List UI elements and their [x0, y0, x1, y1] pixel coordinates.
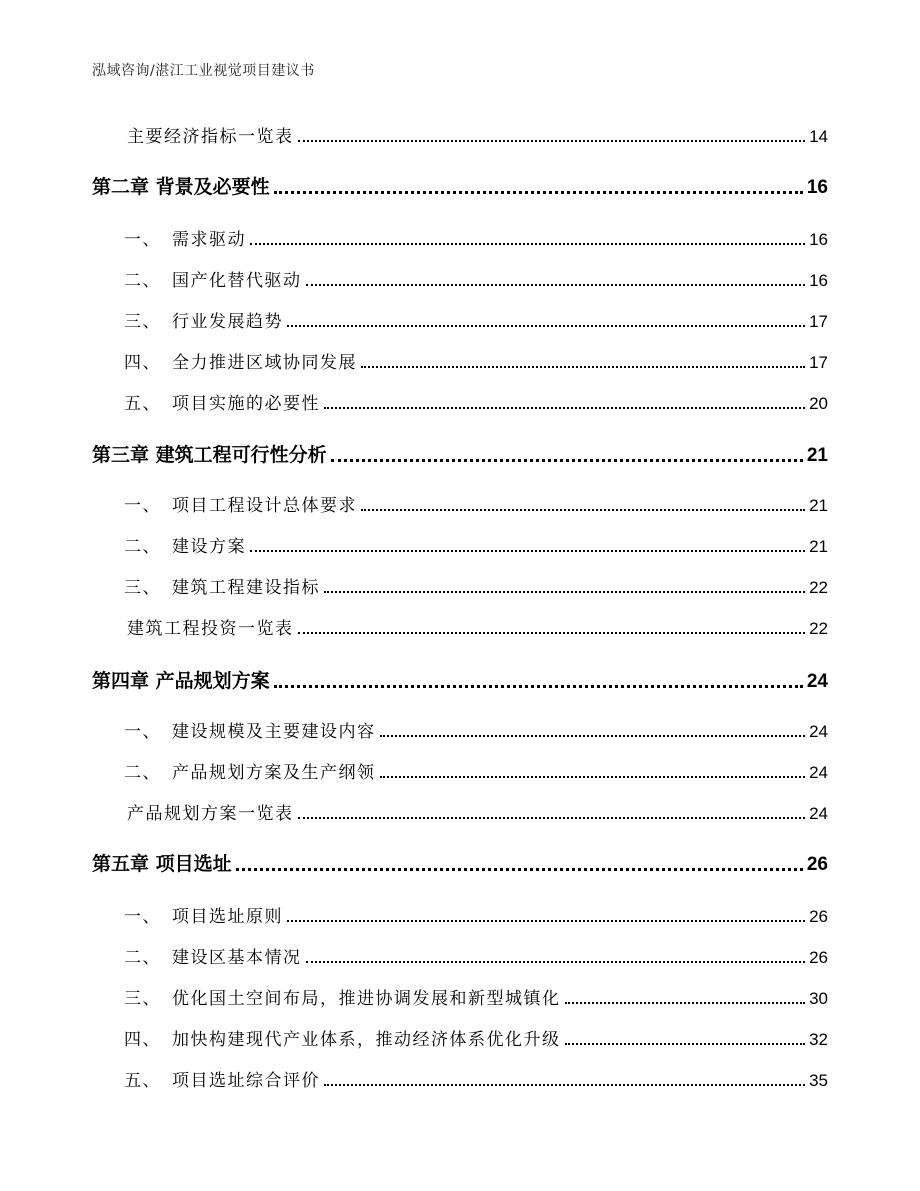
toc-leader-dots: [298, 140, 806, 142]
toc-section-number: 一、: [124, 496, 161, 516]
toc-leader-dots: [298, 632, 806, 634]
toc-section-number: 一、: [124, 722, 161, 742]
toc-page-number: 24: [809, 763, 828, 782]
toc-entry-label: 建设区基本情况: [172, 948, 302, 968]
toc-entry-label: 行业发展趋势: [172, 312, 283, 332]
toc-entry-section[interactable]: [124, 532, 828, 557]
toc-leader-dots: [565, 1043, 806, 1045]
toc-entry-chapter[interactable]: [92, 172, 828, 199]
toc-page-number: 16: [806, 177, 828, 198]
toc-entry-table[interactable]: [127, 614, 828, 639]
toc-section-number: 二、: [124, 763, 161, 783]
toc-entry-label: 全力推进区域协同发展: [172, 353, 357, 373]
toc-leader-dots: [380, 735, 806, 737]
toc-entry-label: 加快构建现代产业体系，推动经济体系优化升级: [172, 1030, 561, 1050]
toc-leader-dots: [287, 325, 805, 327]
toc-leader-dots: [324, 1084, 805, 1086]
toc-section-number: 二、: [124, 948, 161, 968]
toc-leader-dots: [361, 366, 805, 368]
toc-page-number: 26: [809, 907, 828, 926]
toc-leader-dots: [361, 509, 805, 511]
toc-section-number: 五、: [124, 1071, 161, 1091]
document-header: 泓域咨询/湛江工业视觉项目建议书: [92, 63, 315, 79]
toc-entry-section[interactable]: [124, 984, 828, 1009]
toc-entry-section[interactable]: [124, 902, 828, 927]
toc-entry-chapter[interactable]: [92, 666, 828, 693]
toc-section-number: 四、: [124, 353, 161, 373]
toc-section-number: 一、: [124, 230, 161, 250]
toc-entry-chapter[interactable]: [92, 849, 828, 876]
toc-entry-label: 建筑工程建设指标: [172, 578, 320, 598]
toc-section-number: 三、: [124, 578, 161, 598]
toc-leader-dots: [287, 920, 805, 922]
toc-section-number: 三、: [124, 989, 161, 1009]
toc-page-number: 24: [809, 722, 828, 741]
toc-page-number: 21: [809, 537, 828, 556]
toc-page-number: 22: [809, 578, 828, 597]
toc-page-number: 21: [809, 496, 828, 515]
toc-entry-table[interactable]: [127, 122, 828, 147]
toc-section-number: 三、: [124, 312, 161, 332]
toc-page-number: 14: [809, 127, 828, 146]
toc-section-number: 一、: [124, 907, 161, 927]
toc-entry-label: 主要经济指标一览表: [127, 127, 294, 147]
toc-page-number: 24: [809, 804, 828, 823]
toc-leader-dots: [306, 961, 806, 963]
toc-entry-section[interactable]: [124, 491, 828, 516]
toc-leader-dots: [324, 591, 805, 593]
toc-leader-dots: [236, 868, 803, 871]
toc-entry-section[interactable]: [124, 389, 828, 414]
toc-page-number: 26: [809, 948, 828, 967]
toc-entry-label: 第二章 背景及必要性: [92, 176, 270, 198]
toc-entry-label: 项目选址综合评价: [172, 1071, 320, 1091]
toc-page-number: 32: [809, 1030, 828, 1049]
toc-entry-label: 产品规划方案及生产纲领: [172, 763, 376, 783]
toc-entry-section[interactable]: [124, 266, 828, 291]
toc-entry-section[interactable]: [124, 1025, 828, 1050]
toc-entry-label: 优化国土空间布局，推进协调发展和新型城镇化: [172, 989, 561, 1009]
toc-page-number: 17: [809, 312, 828, 331]
toc-leader-dots: [250, 243, 805, 245]
toc-entry-label: 建设方案: [172, 537, 246, 557]
toc-entry-label: 需求驱动: [172, 230, 246, 250]
toc-entry-label: 项目实施的必要性: [172, 394, 320, 414]
toc-leader-dots: [331, 459, 803, 462]
toc-entry-label: 建设规模及主要建设内容: [172, 722, 376, 742]
toc-leader-dots: [250, 550, 805, 552]
toc-entry-section[interactable]: [124, 1066, 828, 1091]
toc-leader-dots: [298, 817, 806, 819]
toc-entry-section[interactable]: [124, 348, 828, 373]
toc-page-number: 20: [809, 394, 828, 413]
toc-entry-label: 国产化替代驱动: [172, 271, 302, 291]
toc-entry-section[interactable]: [124, 943, 828, 968]
toc-entry-section[interactable]: [124, 573, 828, 598]
toc-page-number: 35: [809, 1071, 828, 1090]
toc-leader-dots: [274, 191, 803, 194]
toc-entry-table[interactable]: [127, 799, 828, 824]
toc-entry-label: 项目选址原则: [172, 907, 283, 927]
toc-entry-chapter[interactable]: [92, 440, 828, 467]
toc-leader-dots: [324, 407, 805, 409]
toc-page-number: 22: [809, 619, 828, 638]
toc-entry-label: 第四章 产品规划方案: [92, 670, 270, 692]
toc-entry-label: 项目工程设计总体要求: [172, 496, 357, 516]
toc-entry-label: 第三章 建筑工程可行性分析: [92, 444, 327, 466]
toc-leader-dots: [306, 284, 806, 286]
toc-entry-section[interactable]: [124, 717, 828, 742]
toc-entry-section[interactable]: [124, 307, 828, 332]
toc-page-number: 16: [809, 230, 828, 249]
toc-page-number: 24: [806, 671, 828, 692]
toc-leader-dots: [274, 685, 803, 688]
toc-section-number: 二、: [124, 271, 161, 291]
toc-page-number: 17: [809, 353, 828, 372]
toc-page-number: 26: [806, 854, 828, 875]
toc-leader-dots: [565, 1002, 806, 1004]
toc-entry-section[interactable]: [124, 758, 828, 783]
toc-section-number: 五、: [124, 394, 161, 414]
toc-section-number: 四、: [124, 1030, 161, 1050]
toc-section-number: 二、: [124, 537, 161, 557]
toc-entry-label: 产品规划方案一览表: [127, 804, 294, 824]
toc-page-number: 21: [806, 445, 828, 466]
toc-entry-label: 建筑工程投资一览表: [127, 619, 294, 639]
toc-entry-section[interactable]: [124, 225, 828, 250]
toc-page-number: 16: [809, 271, 828, 290]
toc-leader-dots: [380, 776, 806, 778]
toc-entry-label: 第五章 项目选址: [92, 853, 232, 875]
toc-page-number: 30: [809, 989, 828, 1008]
